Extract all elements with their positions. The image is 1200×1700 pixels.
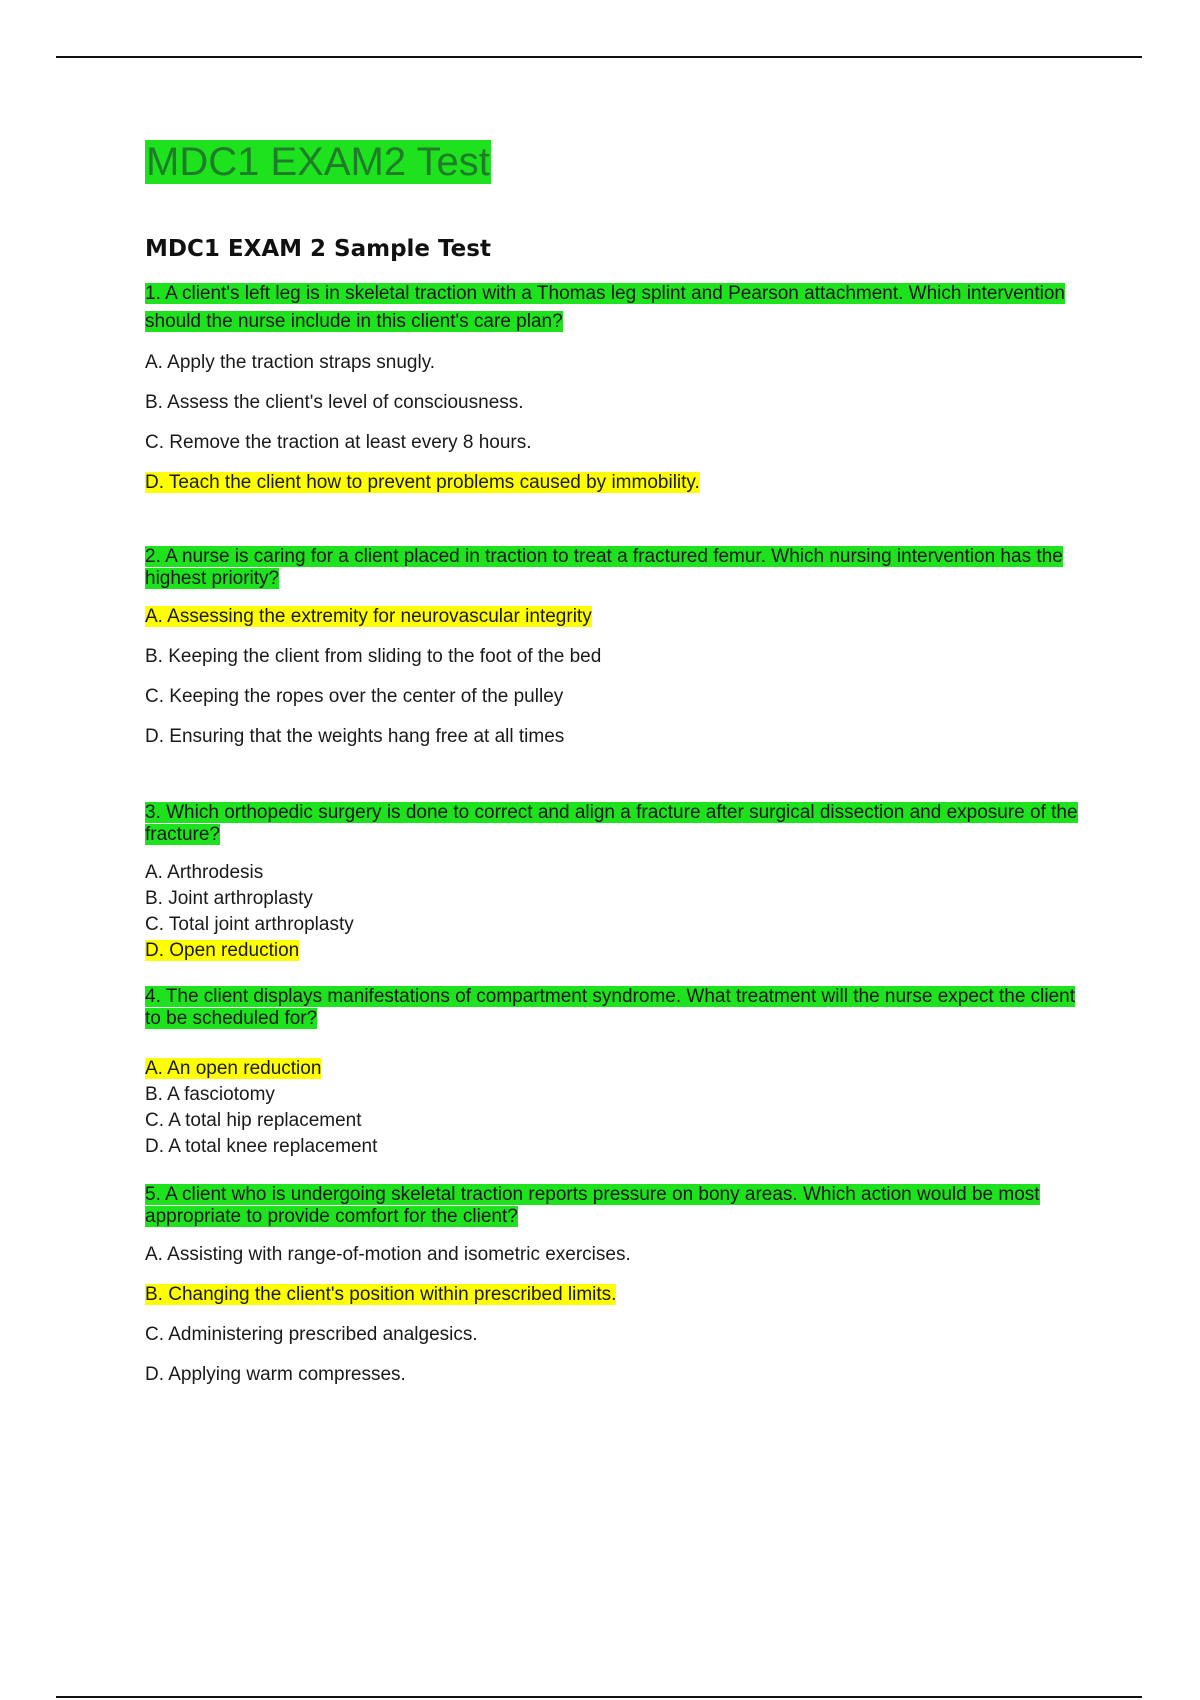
- option-d-answer: D. Teach the client how to prevent problems caused by immobility.: [145, 472, 700, 493]
- question-highlight: 3. Which orthopedic surgery is done to correct and align a fracture after surgical dissection and exposure of the fracture?: [145, 802, 1078, 845]
- option-b: B. Assess the client's level of consciousness.: [145, 392, 524, 413]
- question-text: [145, 546, 1085, 590]
- option-b-answer: B. Changing the client's position within prescribed limits.: [145, 1284, 617, 1305]
- option-c: C. Total joint arthroplasty: [145, 914, 354, 935]
- question-highlight: 2. A nurse is caring for a client placed in traction to treat a fractured femur. Which nursing intervention has the highest priority?: [145, 546, 1063, 589]
- question-2: [145, 546, 1085, 748]
- option-c: C. A total hip replacement: [145, 1110, 362, 1131]
- question-1: [145, 280, 1085, 494]
- document-page: [145, 140, 1085, 1386]
- option-list: [145, 352, 1085, 494]
- option-d: D. A total knee replacement: [145, 1136, 378, 1157]
- top-rule: [56, 56, 1142, 58]
- question-text: [145, 1184, 1085, 1228]
- question-5: [145, 1184, 1085, 1386]
- document-subtitle: MDC1 EXAM 2 Sample Test: [145, 236, 491, 262]
- option-d-answer: D. Open reduction: [145, 940, 300, 961]
- option-c: C. Administering prescribed analgesics.: [145, 1324, 478, 1345]
- option-list: [145, 1244, 1085, 1386]
- option-c: C. Remove the traction at least every 8 hours.: [145, 432, 532, 453]
- document-title: MDC1 EXAM2 Test: [146, 140, 490, 184]
- option-c: C. Keeping the ropes over the center of the pulley: [145, 686, 564, 707]
- option-d: D. Ensuring that the weights hang free at all times: [145, 726, 565, 747]
- question-text: [145, 986, 1085, 1030]
- question-text: [145, 280, 1085, 336]
- option-b: B. A fasciotomy: [145, 1084, 275, 1105]
- bottom-rule: [56, 1696, 1142, 1698]
- option-list: [145, 1056, 1085, 1160]
- question-3: [145, 802, 1085, 964]
- question-4: [145, 986, 1085, 1160]
- option-b: B. Keeping the client from sliding to the foot of the bed: [145, 646, 602, 667]
- option-a-answer: A. Assessing the extremity for neurovascular integrity: [145, 606, 592, 627]
- option-list: [145, 606, 1085, 748]
- option-d: D. Applying warm compresses.: [145, 1364, 406, 1385]
- question-highlight: 4. The client displays manifestations of compartment syndrome. What treatment will the nurse expect the client to be scheduled for?: [145, 986, 1076, 1029]
- option-a: A. Assisting with range-of-motion and isometric exercises.: [145, 1244, 631, 1265]
- question-highlight: 1. A client's left leg is in skeletal traction with a Thomas leg splint and Pearson attachment. Which intervention should the nurse include in this client's care plan?: [145, 283, 1065, 332]
- question-highlight: 5. A client who is undergoing skeletal traction reports pressure on bony areas. Which action would be most appropriate to provide comfort for the client?: [145, 1184, 1040, 1227]
- option-a: A. Arthrodesis: [145, 862, 264, 883]
- option-a: A. Apply the traction straps snugly.: [145, 352, 436, 373]
- question-text: [145, 802, 1085, 846]
- option-list: [145, 860, 1085, 964]
- option-a-answer: A. An open reduction: [145, 1058, 322, 1079]
- option-b: B. Joint arthroplasty: [145, 888, 313, 909]
